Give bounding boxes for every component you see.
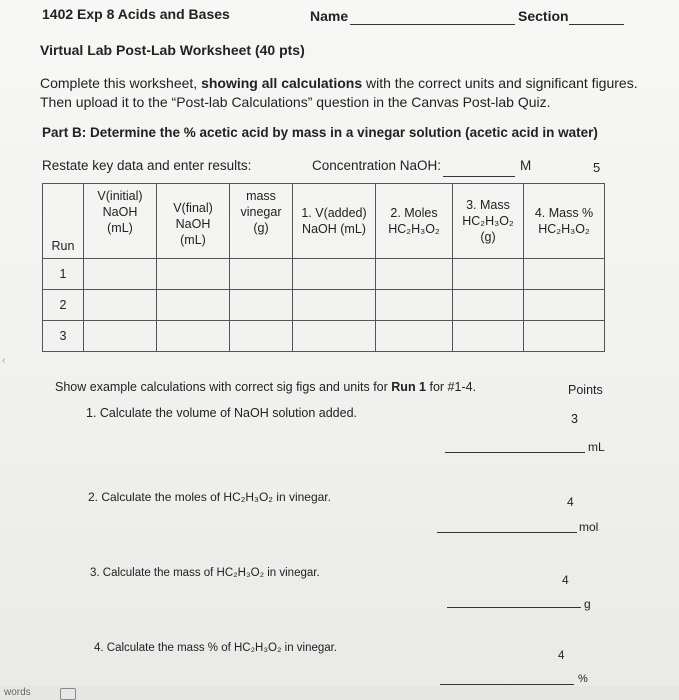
run-number: 2 <box>43 290 84 321</box>
question-3-points: 4 <box>562 573 569 587</box>
cell-mass-vinegar[interactable] <box>230 321 293 352</box>
cell-v-initial[interactable] <box>84 259 157 290</box>
cell-mass-vinegar[interactable] <box>230 259 293 290</box>
concentration-label: Concentration NaOH: <box>312 158 442 173</box>
question-1: 1. Calculate the volume of NaOH solution added. <box>86 406 357 420</box>
header-mass-vinegar: mass vinegar (g) <box>230 184 293 259</box>
table-row <box>43 321 605 352</box>
answer-line-2[interactable] <box>437 532 577 533</box>
question-4-points: 4 <box>558 650 565 662</box>
run-number: 1 <box>43 259 84 290</box>
answer-line-3[interactable] <box>447 607 581 608</box>
header-run: Run <box>43 184 84 259</box>
header-moles: 2. Moles HC₂H₃O₂ <box>376 184 453 259</box>
name-line <box>350 24 515 25</box>
cell-moles[interactable] <box>376 259 453 290</box>
intro-line-1: Complete this worksheet, showing all calculations with the correct units and significant figures. <box>40 75 638 91</box>
section-label: Section <box>518 8 569 24</box>
cell-moles[interactable] <box>376 321 453 352</box>
question-2-points: 4 <box>567 495 574 509</box>
cell-mass-acid[interactable] <box>453 259 524 290</box>
worksheet-title: Virtual Lab Post-Lab Worksheet (40 pts) <box>40 42 305 58</box>
answer-line-1[interactable] <box>445 452 585 453</box>
points-heading: Points <box>568 383 603 397</box>
header-mass-percent: 4. Mass % HC₂H₃O₂ <box>524 184 605 259</box>
table-row <box>43 259 605 290</box>
cell-v-added[interactable] <box>293 290 376 321</box>
cell-mass-percent[interactable] <box>524 290 605 321</box>
section-line <box>569 24 624 25</box>
answer-line-4[interactable] <box>440 684 574 685</box>
table-row <box>43 290 605 321</box>
cell-v-initial[interactable] <box>84 290 157 321</box>
cell-v-added[interactable] <box>293 259 376 290</box>
answer-unit-3: g <box>584 597 591 611</box>
margin-mark: ‹ <box>2 355 6 366</box>
run-number: 3 <box>43 321 84 352</box>
cell-v-final[interactable] <box>157 290 230 321</box>
intro-line-2: Then upload it to the “Post-lab Calculations” question in the Canvas Post-lab Quiz. <box>40 94 551 110</box>
restate-label: Restate key data and enter results: <box>42 158 252 173</box>
question-3: 3. Calculate the mass of HC₂H₃O₂ in vinegar. <box>90 567 320 579</box>
concentration-points: 5 <box>593 160 601 175</box>
header-v-initial: V(initial) NaOH (mL) <box>84 184 157 259</box>
cell-v-initial[interactable] <box>84 321 157 352</box>
cell-moles[interactable] <box>376 290 453 321</box>
cell-mass-vinegar[interactable] <box>230 290 293 321</box>
question-1-points: 3 <box>571 412 578 426</box>
cell-v-final[interactable] <box>157 259 230 290</box>
name-label: Name <box>310 8 349 24</box>
concentration-unit: M <box>520 158 532 173</box>
header-v-final: V(final) NaOH (mL) <box>157 184 230 259</box>
question-4: 4. Calculate the mass % of HC₂H₃O₂ in vinegar. <box>94 642 338 654</box>
answer-unit-2: mol <box>579 520 599 534</box>
calc-instructions: Show example calculations with correct sig figs and units for Run 1 for #1-4. <box>55 380 477 394</box>
course-title: 1402 Exp 8 Acids and Bases <box>42 6 230 22</box>
cell-mass-acid[interactable] <box>453 321 524 352</box>
part-b-heading: Part B: Determine the % acetic acid by mass in a vinegar solution (acetic acid in water) <box>42 125 598 140</box>
cell-mass-percent[interactable] <box>524 259 605 290</box>
cell-v-final[interactable] <box>157 321 230 352</box>
question-2: 2. Calculate the moles of HC₂H₃O₂ in vinegar. <box>88 490 331 504</box>
cell-mass-percent[interactable] <box>524 321 605 352</box>
cell-v-added[interactable] <box>293 321 376 352</box>
status-bar <box>0 686 679 700</box>
word-count-label: words <box>4 687 31 698</box>
book-icon[interactable] <box>60 688 76 700</box>
data-table <box>42 183 605 352</box>
answer-unit-1: mL <box>588 440 605 454</box>
header-mass-acid: 3. Mass HC₂H₃O₂ (g) <box>453 184 524 259</box>
concentration-line <box>443 176 515 177</box>
header-v-added: 1. V(added) NaOH (mL) <box>293 184 376 259</box>
cell-mass-acid[interactable] <box>453 290 524 321</box>
answer-unit-4: % <box>578 673 588 685</box>
